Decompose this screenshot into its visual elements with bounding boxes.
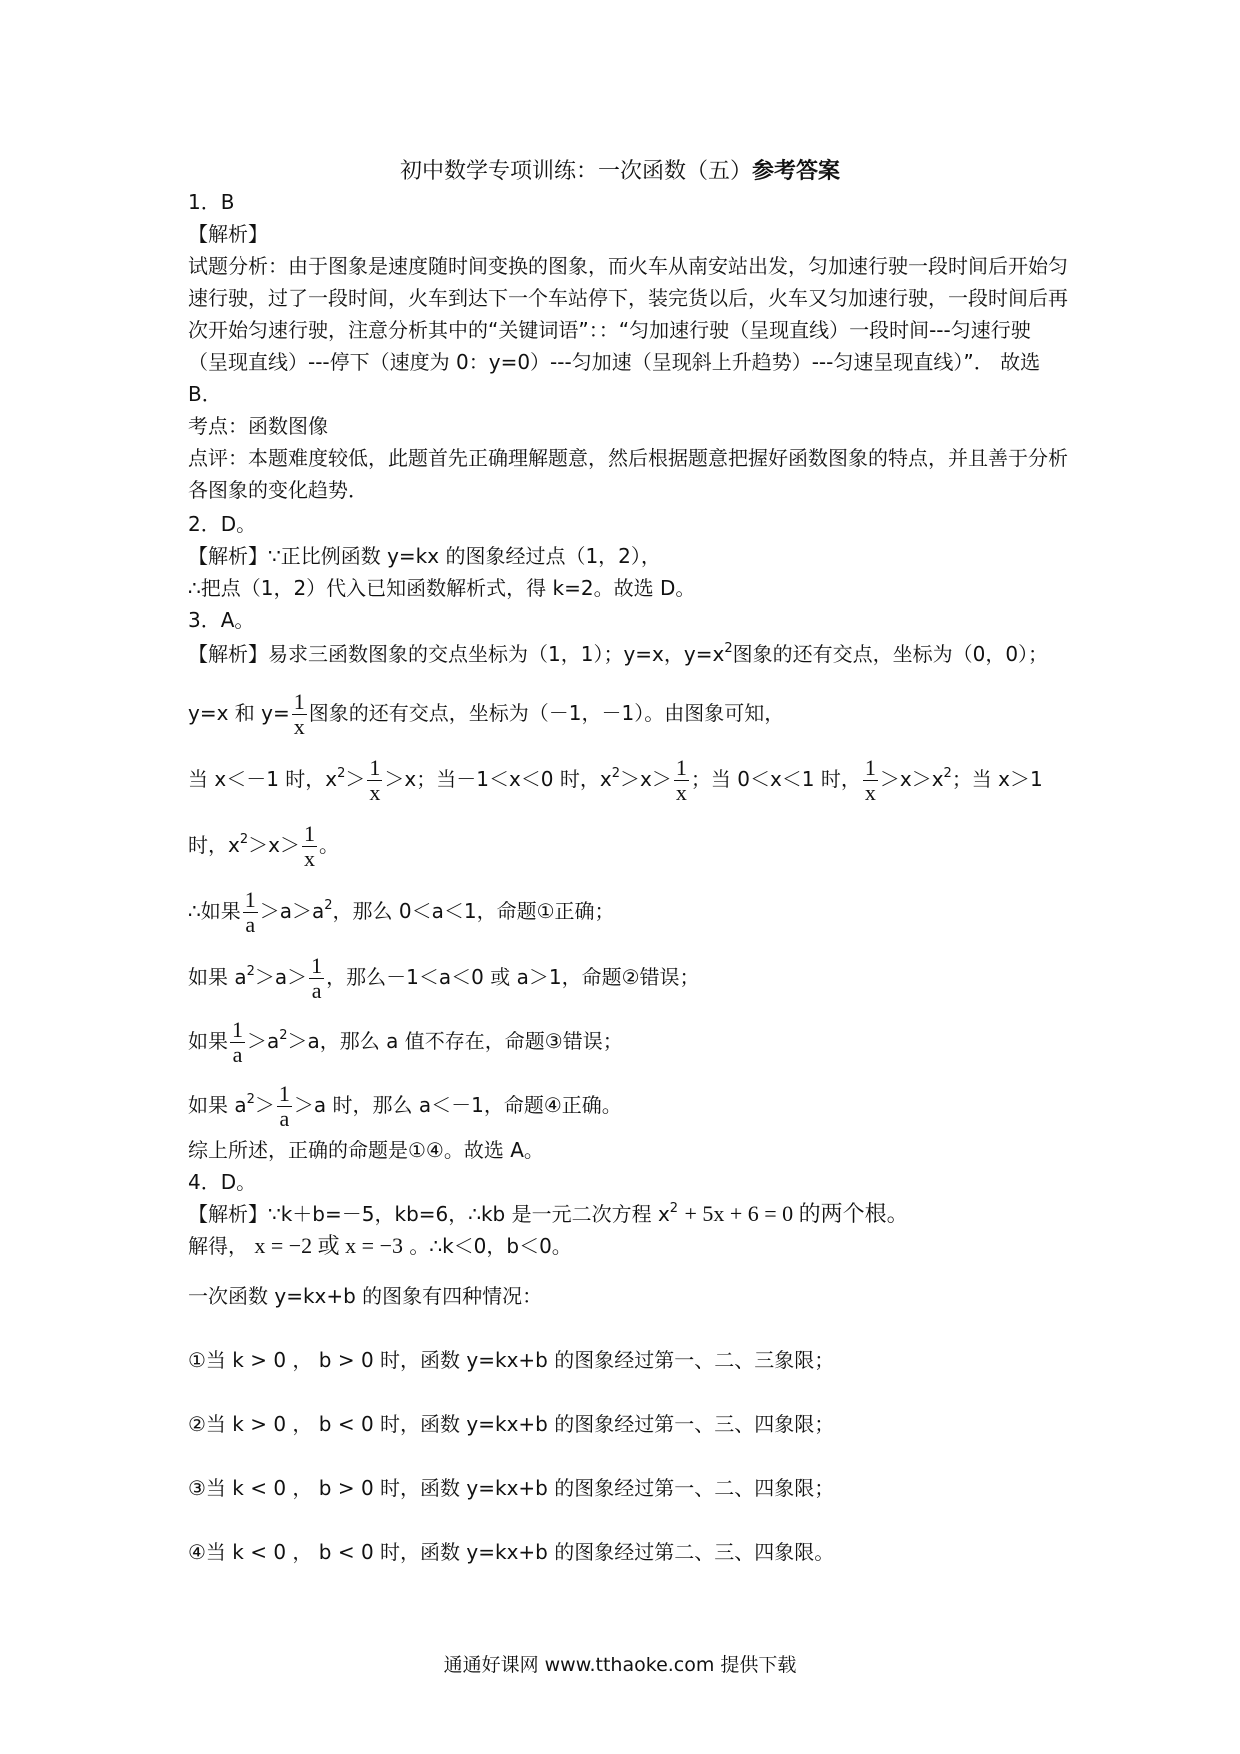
q3-summary: 综上所述，正确的命题是①④。故选 A。 xyxy=(188,1138,544,1162)
q3-line3: 当 x＜－1 时，$x^2>$ $\frac{1}{x}$ ＞x；当－1＜x＜0 时，$x^2>x>$ $\frac{1}{x}$ ；当 0＜x＜1 时， $\frac{1}{x}$ $>x>x^2$；当 x＞1 xyxy=(188,755,1043,805)
fraction-1-over-x: $\frac{1}{x}$ xyxy=(675,755,687,805)
q4-case1: ①当 k > 0 ， b > 0 时，函数 y=kx+b 的图象经过第一、二、三象限； xyxy=(188,1348,835,1372)
q3-prop3: 如果 $\frac{1}{a}$ $>a^2>a$，那么 a 值不存在，命题③错误； xyxy=(188,1017,623,1067)
q2-answer: 2．D。 xyxy=(188,512,257,536)
page-footer: 通通好课网 www.tthaoke.com 提供下载 xyxy=(443,1654,797,1676)
fraction-1-over-x: $\frac{1}{x}$ xyxy=(864,755,876,805)
q3-answer: 3．A。 xyxy=(188,608,255,632)
q4-answer: 4．D。 xyxy=(188,1170,257,1194)
q1-kaodian: 考点：函数图像 xyxy=(188,414,328,438)
fraction-1-over-x: $\frac{1}{x}$ xyxy=(303,821,315,871)
q3-prop4: 如果 $a^2>$ $\frac{1}{a}$ ＞a 时，那么 a＜－1，命题④正确。 xyxy=(188,1081,622,1131)
fraction-1-over-a: $\frac{1}{a}$ xyxy=(278,1081,290,1131)
q1-dianping: 点评：本题难度较低，此题首先正确理解题意，然后根据题意把握好函数图象的特点，并且善于分析各图象的变化趋势． xyxy=(188,446,1068,502)
fraction-1-over-x: $\frac{1}{x}$ xyxy=(293,689,305,739)
q3-line1: 【解析】易求三函数图象的交点坐标为（1，1）；y=x，$y=x^2$图象的还有交点，坐标为（0，0）； xyxy=(188,641,1049,666)
q2-line2: ∴把点（1，2）代入已知函数解析式，得 k=2。故选 D。 xyxy=(188,576,696,600)
title-main: 初中数学专项训练：一次函数（五） xyxy=(399,159,752,184)
q4-line2: 解得， x = −2 或 x = −3 。∴k＜0，b＜0。 xyxy=(188,1233,572,1258)
q4-line3: 一次函数 y=kx+b 的图象有四种情况： xyxy=(188,1284,543,1308)
page-title xyxy=(0,154,1240,185)
q3-line2: y=x 和 y= $\frac{1}{x}$ 图象的还有交点，坐标为（－1，－1）。由图象可知， xyxy=(188,689,785,739)
q1-answer: 1．B xyxy=(188,190,235,214)
fraction-1-over-a: $\frac{1}{a}$ xyxy=(232,1017,243,1067)
q2-line1: 【解析】∵正比例函数 y=kx 的图象经过点（1，2）， xyxy=(188,544,661,568)
q3-prop1: ∴如果 $\frac{1}{a}$ $>a>a^2$，那么 0＜a＜1，命题①正确； xyxy=(188,887,615,937)
q3-line4: 时，$x^2>x>$ $\frac{1}{x}$ 。 xyxy=(188,821,339,871)
title-bold: 参考答案 xyxy=(752,159,841,184)
q4-case3: ③当 k < 0 ， b > 0 时，函数 y=kx+b 的图象经过第一、二、四象限； xyxy=(188,1476,835,1500)
fraction-1-over-x: $\frac{1}{x}$ xyxy=(369,755,381,805)
q4-line1: 【解析】∵k＋b=－5，kb=6，∴kb 是一元二次方程 $x^2 + 5x + 6 = 0$ 的两个根。 xyxy=(188,1201,909,1226)
q4-case4: ④当 k < 0 ， b < 0 时，函数 y=kx+b 的图象经过第二、三、四象限。 xyxy=(188,1540,835,1564)
q4-case2: ②当 k > 0 ， b < 0 时，函数 y=kx+b 的图象经过第一、三、四象限； xyxy=(188,1412,835,1436)
q1-jiexi: 【解析】 xyxy=(188,222,268,246)
q3-prop2: 如果 $a^2>a>$ $\frac{1}{a}$ ，那么－1＜a＜0 或 a＞1，命题②错误； xyxy=(188,953,700,1003)
q1-analysis: 试题分析：由于图象是速度随时间变换的图象，而火车从南安站出发，匀加速行驶一段时间后开始匀速行驶，过了一段时间，火车到达下一个车站停下，装完货以后，火车又匀加速行驶，一段时间后再次开始匀速行驶，注意分析其中的“关键词语”：：“匀加速行驶（呈现直线）一段时间---匀速行驶（呈现直线）---停下（速度为 0：y=0）---匀加速（呈现斜上升趋势）---匀速呈现直线）”． 故选 B． xyxy=(188,254,1068,406)
fraction-1-over-a: $\frac{1}{a}$ xyxy=(244,887,256,937)
fraction-1-over-a: $\frac{1}{a}$ xyxy=(311,953,323,1003)
